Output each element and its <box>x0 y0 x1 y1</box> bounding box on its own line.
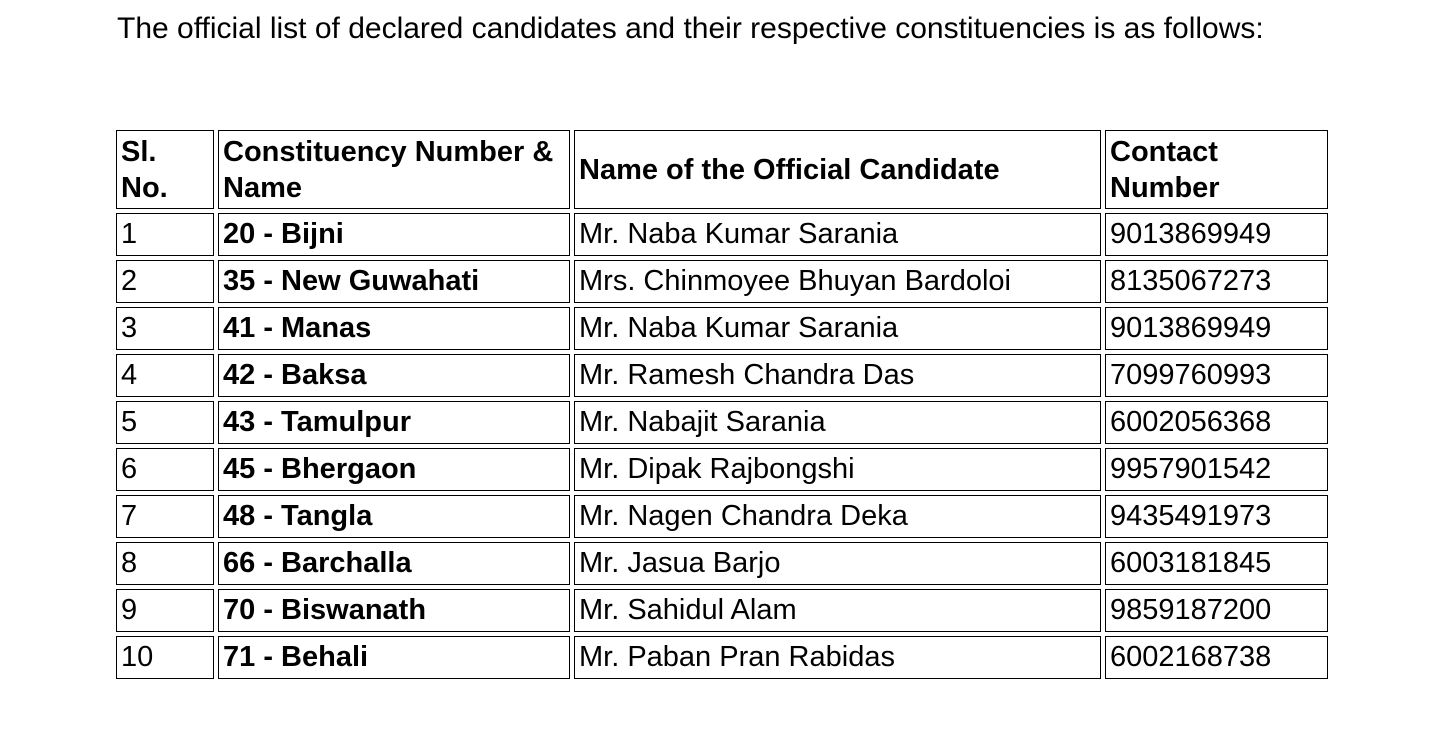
cell-candidate: Mr. Naba Kumar Sarania <box>574 213 1101 256</box>
cell-sl-no: 1 <box>116 213 214 256</box>
cell-contact: 9859187200 <box>1105 589 1328 632</box>
cell-constituency: 20 - Bijni <box>218 213 570 256</box>
cell-contact: 9013869949 <box>1105 307 1328 350</box>
cell-candidate: Mr. Jasua Barjo <box>574 542 1101 585</box>
cell-sl-no: 8 <box>116 542 214 585</box>
cell-candidate: Mr. Dipak Rajbongshi <box>574 448 1101 491</box>
cell-contact: 9435491973 <box>1105 495 1328 538</box>
table-row <box>116 636 1328 679</box>
cell-constituency: 35 - New Guwahati <box>218 260 570 303</box>
table-row <box>116 354 1328 397</box>
table-row <box>116 448 1328 491</box>
cell-contact: 6002056368 <box>1105 401 1328 444</box>
cell-candidate: Mrs. Chinmoyee Bhuyan Bardoloi <box>574 260 1101 303</box>
cell-sl-no: 2 <box>116 260 214 303</box>
cell-constituency: 70 - Biswanath <box>218 589 570 632</box>
header-candidate: Name of the Official Candidate <box>574 130 1101 209</box>
cell-candidate: Mr. Ramesh Chandra Das <box>574 354 1101 397</box>
cell-sl-no: 3 <box>116 307 214 350</box>
cell-constituency: 41 - Manas <box>218 307 570 350</box>
cell-constituency: 45 - Bhergaon <box>218 448 570 491</box>
cell-sl-no: 9 <box>116 589 214 632</box>
cell-sl-no: 7 <box>116 495 214 538</box>
cell-constituency: 71 - Behali <box>218 636 570 679</box>
header-contact: Contact Number <box>1105 130 1328 209</box>
cell-sl-no: 6 <box>116 448 214 491</box>
cell-sl-no: 10 <box>116 636 214 679</box>
intro-paragraph: The official list of declared candidates and their respective constituencies is as follows: <box>117 12 1264 45</box>
table-row <box>116 589 1328 632</box>
table-row <box>116 495 1328 538</box>
cell-constituency: 43 - Tamulpur <box>218 401 570 444</box>
header-sl-no: Sl. No. <box>116 130 214 209</box>
table-row <box>116 213 1328 256</box>
cell-sl-no: 5 <box>116 401 214 444</box>
cell-contact: 6003181845 <box>1105 542 1328 585</box>
cell-constituency: 42 - Baksa <box>218 354 570 397</box>
cell-candidate: Mr. Paban Pran Rabidas <box>574 636 1101 679</box>
table-body <box>116 213 1328 679</box>
table-header-row <box>116 130 1328 209</box>
cell-candidate: Mr. Naba Kumar Sarania <box>574 307 1101 350</box>
table-row <box>116 542 1328 585</box>
cell-contact: 9957901542 <box>1105 448 1328 491</box>
candidates-table <box>112 126 1332 683</box>
cell-sl-no: 4 <box>116 354 214 397</box>
cell-candidate: Mr. Sahidul Alam <box>574 589 1101 632</box>
table-row <box>116 260 1328 303</box>
table-row <box>116 401 1328 444</box>
cell-candidate: Mr. Nabajit Sarania <box>574 401 1101 444</box>
cell-contact: 9013869949 <box>1105 213 1328 256</box>
cell-constituency: 66 - Barchalla <box>218 542 570 585</box>
cell-constituency: 48 - Tangla <box>218 495 570 538</box>
cell-candidate: Mr. Nagen Chandra Deka <box>574 495 1101 538</box>
table-row <box>116 307 1328 350</box>
header-constituency: Constituency Number & Name <box>218 130 570 209</box>
cell-contact: 8135067273 <box>1105 260 1328 303</box>
cell-contact: 6002168738 <box>1105 636 1328 679</box>
cell-contact: 7099760993 <box>1105 354 1328 397</box>
